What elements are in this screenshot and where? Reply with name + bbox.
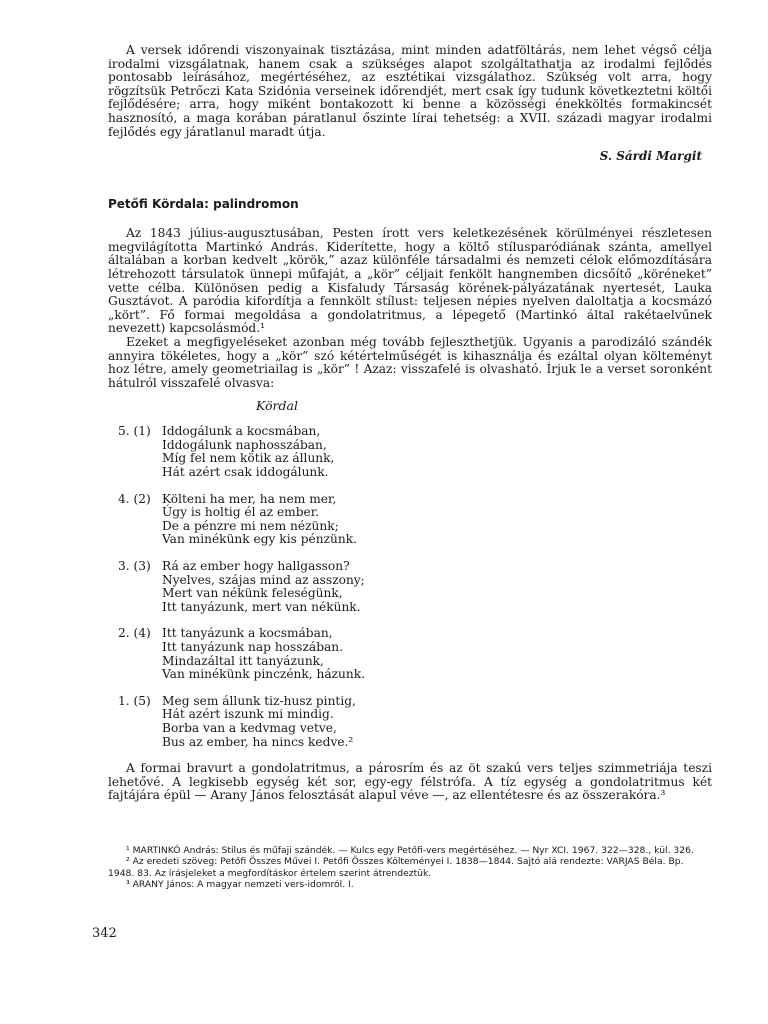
- page-number: 342: [92, 926, 117, 941]
- poem-line: Van minékünk egy kis pénzünk.: [162, 532, 357, 547]
- footnote: ² Az eredeti szöveg: Petőfi Összes Művei I. Petőfi Összes Költeményei I. 1838—1844. Sajtó alá rendezte: VARJAS Béla. Bp. 1948. 83. Az írásjeleket a megfordításkor értelem szerint átrendeztük.: [108, 856, 684, 879]
- stanza: [118, 695, 712, 749]
- poem-line: Nyelves, szájas mind az asszony;: [162, 572, 365, 587]
- closing-paragraph: A formai bravurt a gondolatritmus, a párosrím és az öt szakú vers teljes szimmetriája teszi lehetővé. A legkisebb egység két sor, egy-egy félstrófa. A tíz egység a gondolatritmus két fajtájára épül — Arany János felosztását alapul véve —, az ellentétesre és az összerakóra.³: [108, 761, 712, 803]
- poem-line: Itt tanyázunk nap hosszában.: [162, 640, 343, 654]
- poem-line: Iddogálunk a kocsmában,: [162, 424, 321, 439]
- poem-line: Míg fel nem kötik az állunk,: [162, 451, 335, 466]
- poem-line: Van minékünk pinczénk, házunk.: [162, 667, 366, 682]
- section-paragraph-2: Ezeket a megfigyeléseket azonban még tovább fejleszthetjük. Ugyanis a parodizáló szándék annyira tökéletes, hogy a „kör” szó kétértelműségét is kihasználja és ezáltal olyan költeményt hoz létre, amely geometriailag is „kör” ! Azaz: visszafelé is olvasható. Írjuk le a verset soronként hátulról visszafelé olvasva:: [108, 334, 712, 390]
- stanza-number: 5. (1): [118, 424, 151, 439]
- poem-line: Költeni ha mer, ha nem mer,: [162, 491, 337, 506]
- section-title: Petőfi Kördala: palindromon: [108, 197, 299, 212]
- poem-line: Iddogálunk naphosszában,: [162, 437, 327, 452]
- poem: [108, 425, 712, 749]
- poem-line: Borba van a kedvmag vetve,: [162, 720, 337, 735]
- stanza-number: 2. (4): [118, 626, 151, 641]
- stanza: [118, 425, 712, 479]
- intro-paragraph: A versek időrendi viszonyainak tisztázása, mint minden adatföltárás, nem lehet végső célja irodalmi vizsgálatnak, hanem csak a szükséges alapot szolgáltathatja az irodalmi fejlődés pontosabb leírásához, megértéséhez, az esztétikai vizsgálathoz. Szükség volt arra, hogy rögzítsük Petrőczi Kata Szidónia verseinek időrendjét, mert csak így tudunk következtetni költői fejlődésére; arra, hogy miként bontakozott ki benne a közösségi énekköltés formakincsét hasznosító, a maga korában páratlanul őszinte lírai tehetség: a XVII. századi magyar irodalmi fejlődés egy járatlanul maradt útja.: [108, 43, 712, 139]
- author-signature: S. Sárdi Margit: [599, 149, 702, 164]
- poem-line: Úgy is holtig él az ember.: [162, 505, 320, 520]
- poem-line: Meg sem állunk tiz-husz pintig,: [162, 693, 356, 708]
- poem-line: Rá az ember hogy hallgasson?: [162, 559, 350, 574]
- footnotes: [108, 845, 712, 891]
- section-paragraph-1: Az 1843 július-augusztusában, Pesten írott vers keletkezésének körülményei részletesen megvilágította Martinkó András. Kiderítette, hogy a költő stílusparódiának szánta, amellyel általában a korban kedvelt „körök,” azaz különféle társadalmi és nemzeti célok előmozdítására létrehozott társulatok ünnepi műfaját, a „kör” céljait fenkölt hangnemben dicsőítő „köréneket” vette célba. Különösen pedig a Kisfaludy Társaság körének-pályázatának nyertesét, Lauka Gusztávot. A paródia kifordítja a fennkölt stílust: teljesen népies nyelven daloltatja a kocsmázó „kört”. Fő formai megoldása a gondolatritmus, a lépegető (Martinkó által rakétaelvűnek nevezett) kapcsolásmód.¹: [108, 226, 712, 336]
- poem-line: Hát azért csak iddogálunk.: [162, 465, 329, 480]
- poem-line: Bus az ember, ha nincs kedve.²: [162, 734, 354, 749]
- poem-line: Itt tanyázunk a kocsmában,: [162, 626, 333, 641]
- poem-line: Mert van nékünk feleségünk,: [162, 586, 343, 601]
- poem-title: Kördal: [256, 398, 298, 414]
- poem-line: Hát azért iszunk mi mindig.: [162, 707, 334, 722]
- stanza: [118, 627, 712, 681]
- stanza: [118, 560, 712, 614]
- stanza-number: 1. (5): [118, 693, 151, 708]
- stanza-number: 3. (3): [118, 559, 151, 574]
- footnote: ¹ MARTINKÓ András: Stílus és műfaji szándék. — Kulcs egy Petőfi-vers megértéséhez. — Nyr XCI. 1967. 322—328., kül. 326.: [126, 844, 694, 856]
- poem-line: De a pénzre mi nem nézünk;: [162, 518, 339, 533]
- stanza-number: 4. (2): [118, 491, 151, 506]
- poem-line: Mindazáltal itt tanyázunk,: [162, 653, 324, 668]
- footnote: ³ ARANY János: A magyar nemzeti vers-idomról. I.: [126, 879, 354, 891]
- stanza: [118, 493, 712, 547]
- poem-line: Itt tanyázunk, mert van nékünk.: [162, 599, 361, 614]
